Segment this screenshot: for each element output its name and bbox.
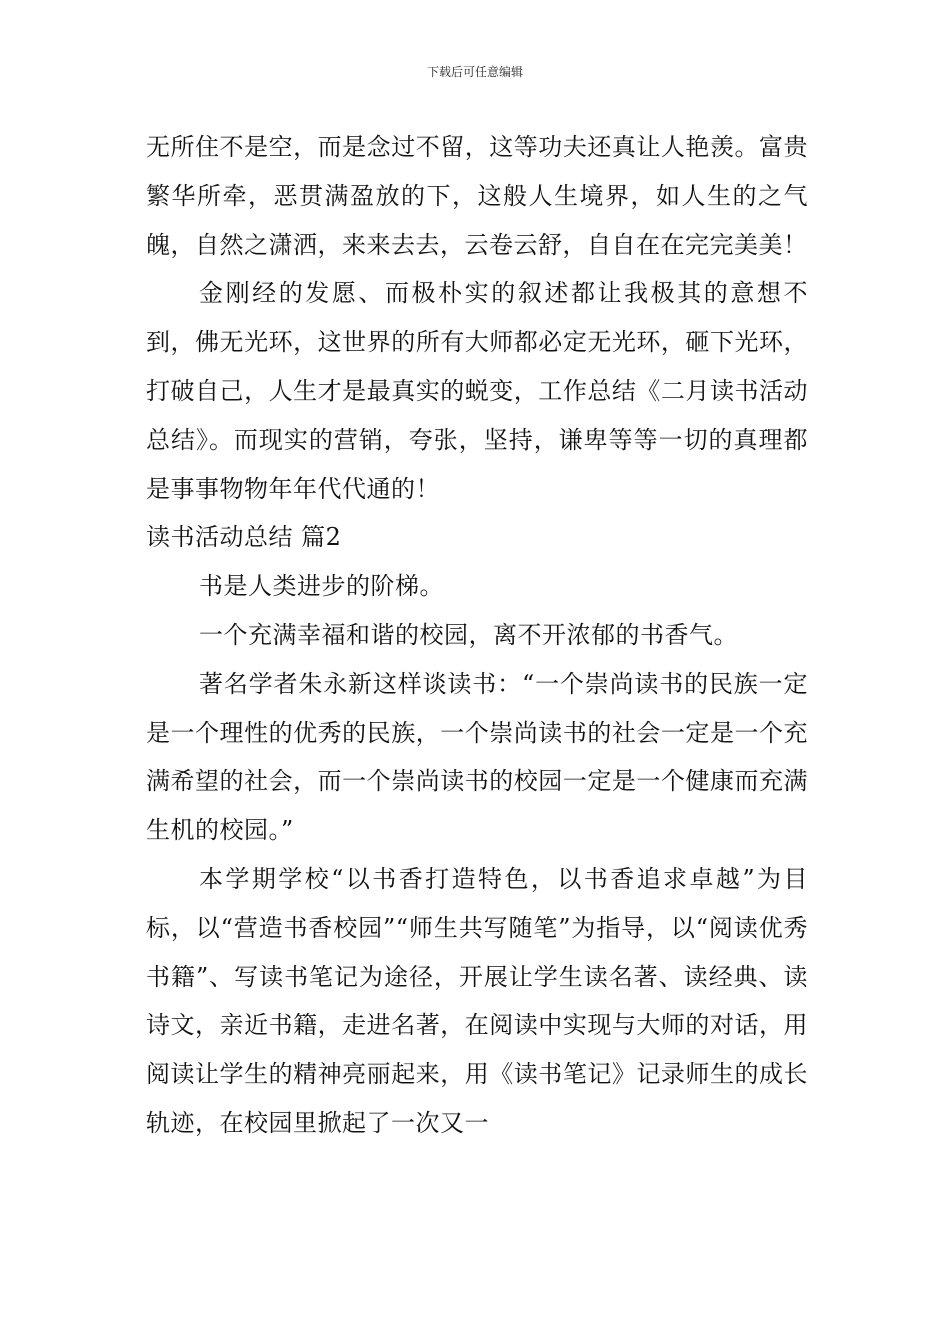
paragraph-2: 金刚经的发愿、而极朴实的叙述都让我极其的意想不到，佛无光环，这世界的所有大师都必定无光环，砸下光环，打破自己，人生才是最真实的蜕变，工作总结《二月读书活动总结》。而现实的营销，夸张，坚持，谦卑等等一切的真理都是事事物物年年代代通的！ [146, 279, 808, 503]
paragraph-5: 著名学者朱永新这样谈读书：“一个崇尚读书的民族一定是一个理性的优秀的民族，一个崇尚读书的社会一定是一个充满希望的社会，而一个崇尚读书的校园一定是一个健康而充满生机的校园。” [146, 669, 808, 845]
paragraph-4: 一个充满幸福和谐的校园，离不开浓郁的书香气。 [199, 620, 738, 649]
paragraph-3: 书是人类进步的阶梯。 [199, 572, 444, 601]
paragraph-6: 本学期学校“以书香打造特色，以书香追求卓越”为目标，以“营造书香校园”“师生共写随笔”为指导，以“阅读优秀书籍”、写读书笔记为途径，开展让学生读名著、读经典、读诗文，亲近书籍，走进名著，在阅读中实现与大师的对话，用阅读让学生的精神亮丽起来，用《读书笔记》记录师生的成长轨迹，在校园里掀起了一次又一 [146, 864, 808, 1137]
page-header-note: 下载后可任意编辑 [426, 65, 523, 79]
paragraph-1: 无所住不是空，而是念过不留，这等功夫还真让人艳羡。富贵繁华所牵，恶贯满盈放的下，这般人生境界，如人生的之气魄，自然之潇洒，来来去去，云卷云舒，自自在在完完美美！ [146, 133, 808, 259]
section-heading: 读书活动总结 篇2 [146, 523, 342, 552]
document-body [146, 123, 808, 1148]
